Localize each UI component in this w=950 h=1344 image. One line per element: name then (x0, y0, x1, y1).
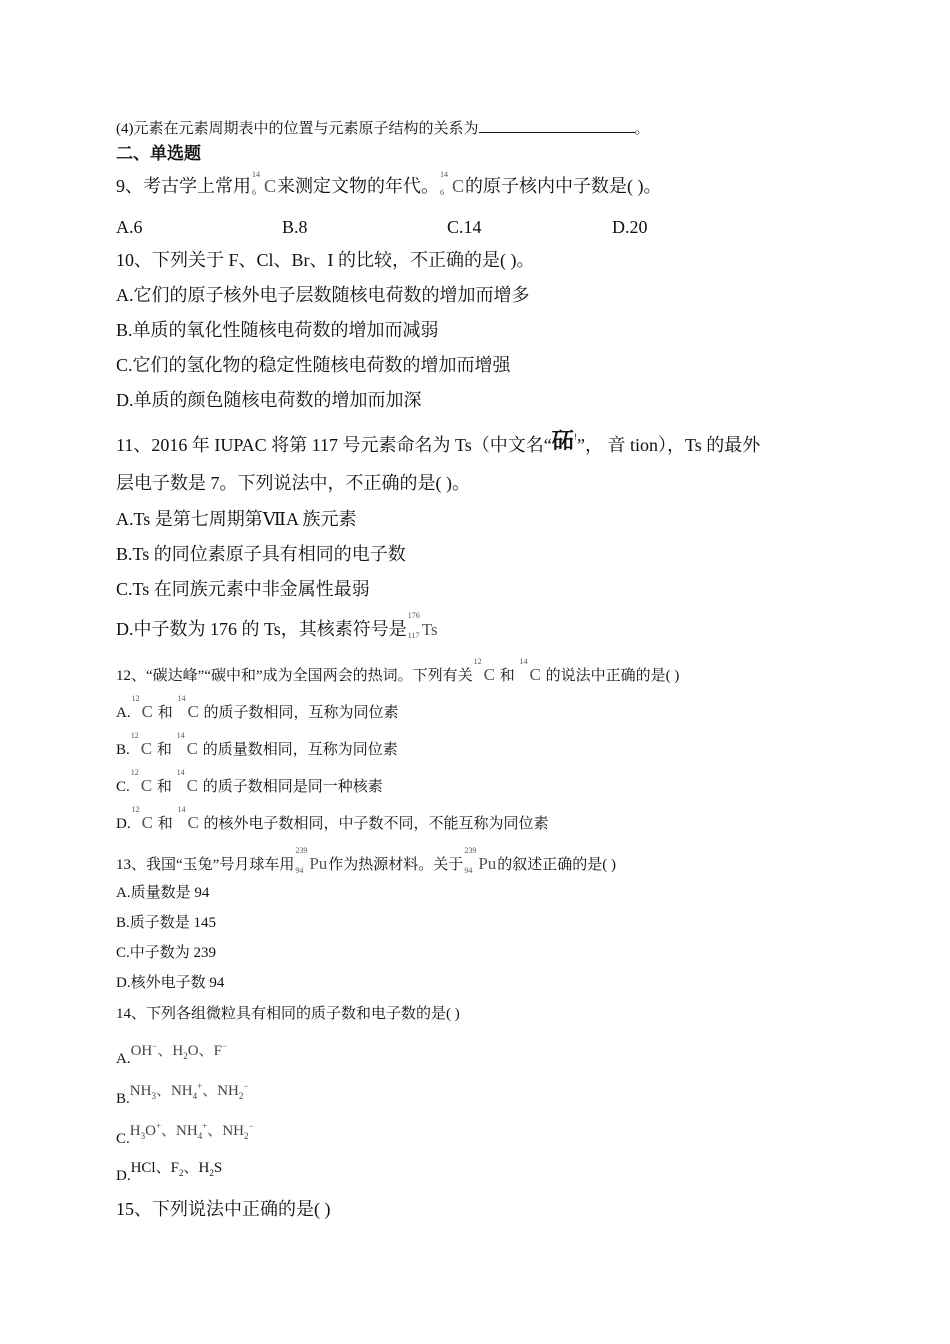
tennessine-chinese-character: 砳! (551, 429, 577, 454)
q13-option-a[interactable]: A.质量数是 94 (116, 885, 210, 901)
q10-option-b[interactable]: B.单质的氧化性随核电荷数的增加而减弱 (116, 320, 439, 340)
q14-option-b[interactable]: $B.NH_3$、$NH_4^+$、$NH_2^-$ (116, 1081, 249, 1107)
question-15-stem: 15、下列说法中正确的是( ) (116, 1199, 331, 1219)
question-10-stem: 10、下列关于 F、Cl、Br、I 的比较，不正确的是( )。 (116, 250, 535, 270)
q10-option-d[interactable]: D.单质的颜色随核电荷数的增加而加深 (116, 390, 422, 410)
carbon-14-isotope: 14 C (519, 657, 541, 684)
q9-option-c[interactable]: C.14 (447, 217, 482, 237)
carbon-12-isotope: 12 C (130, 768, 153, 795)
q13-option-d[interactable]: D.核外电子数 94 (116, 975, 225, 991)
q11-option-b[interactable]: B.Ts 的同位素原子具有相同的电子数 (116, 544, 406, 564)
q4-text: (4)元素在元素周期表中的位置与元素原子结构的关系为 (116, 121, 479, 137)
q14-option-a[interactable]: A.OH−、$H_2O$、F− (116, 1041, 227, 1067)
carbon-14-isotope: 14 6 C (252, 170, 277, 197)
question-13-stem: 13、我国“玉兔”号月球车用 239 94 Pu作为热源材料。关于 239 94 Pu的叙述正确的是( ) (116, 846, 617, 875)
q14-option-d[interactable]: D.HCl、$F_2$、$H_2S$ (116, 1160, 223, 1184)
q13-option-c[interactable]: C.中子数为 239 (116, 945, 217, 961)
q11-option-c[interactable]: C.Ts 在同族元素中非金属性最弱 (116, 579, 370, 599)
question-14-stem: 14、下列各组微粒具有相同的质子数和电子数的是( ) (116, 1006, 460, 1022)
question-12-stem: 12、“碳达峰”“碳中和”成为全国两会的热词。下列有关 12 C 和 14 C 的说法中正确的是( ) (116, 657, 680, 684)
q14-option-c[interactable]: $C.H_3O^+$、$NH_4^+$、$NH_2^-$ (116, 1121, 254, 1147)
q12-option-a[interactable]: A. 12 C 和 14 C 的质子数相同，互称为同位素 (116, 694, 399, 721)
q13-option-b[interactable]: B.质子数是 145 (116, 915, 217, 931)
carbon-12-isotope: 12 C (131, 694, 153, 721)
q11-option-a[interactable]: A.Ts 是第七周期第ⅦA 族元素 (116, 509, 357, 529)
carbon-14-isotope: 14 C (177, 694, 199, 721)
section-heading: 二、单选题 (116, 144, 201, 164)
q11-option-d[interactable]: D.中子数为 176 的 Ts，其核素符号是 176 117 Ts (116, 611, 438, 640)
carbon-12-isotope: 12 C (473, 657, 495, 684)
answer-blank[interactable] (479, 118, 635, 133)
carbon-12-isotope: 12 C (130, 731, 153, 758)
q10-option-c[interactable]: C.它们的氢化物的稳定性随核电荷数的增加而增强 (116, 355, 511, 375)
ts-176-isotope: 176 117 Ts (407, 611, 438, 640)
q12-option-b[interactable]: B. 12 C 和 14 C 的质量数相同，互称为同位素 (116, 731, 398, 758)
plutonium-239-isotope: 239 94 Pu (295, 846, 328, 875)
q12-option-d[interactable]: D. 12 C 和 14 C 的核外电子数相同，中子数不同，不能互称为同位素 (116, 805, 549, 832)
q4-line: (4)元素在元素周期表中的位置与元素原子结构的关系为 。 (116, 118, 650, 137)
plutonium-239-isotope: 239 94 Pu (464, 846, 497, 875)
carbon-14-isotope: 14 C (176, 768, 198, 795)
question-9-stem: 9、考古学上常用 14 6 C来测定文物的年代。 14 6 C的原子核内中子数是( )。 (116, 170, 662, 197)
question-11-stem-line2: 层电子数是 7。下列说法中，不正确的是( )。 (116, 473, 470, 493)
q9-option-d[interactable]: D.20 (612, 217, 648, 237)
q10-option-a[interactable]: A.它们的原子核外电子层数随核电荷数的增加而增多 (116, 285, 530, 305)
q9-option-b[interactable]: B.8 (282, 217, 308, 237)
carbon-12-isotope: 12 C (131, 805, 153, 832)
question-11-stem-line1: 11、2016 年 IUPAC 将第 117 号元素命名为 Ts（中文名“砳!”， 音 tion），Ts 的最外 (116, 429, 761, 455)
q9-option-a[interactable]: A.6 (116, 217, 143, 237)
carbon-14-isotope: 14 C (176, 731, 198, 758)
carbon-14-isotope: 14 C (177, 805, 199, 832)
carbon-14-isotope: 14 6 C (440, 170, 465, 197)
q12-option-c[interactable]: C. 12 C 和 14 C 的质子数相同是同一种核素 (116, 768, 383, 795)
